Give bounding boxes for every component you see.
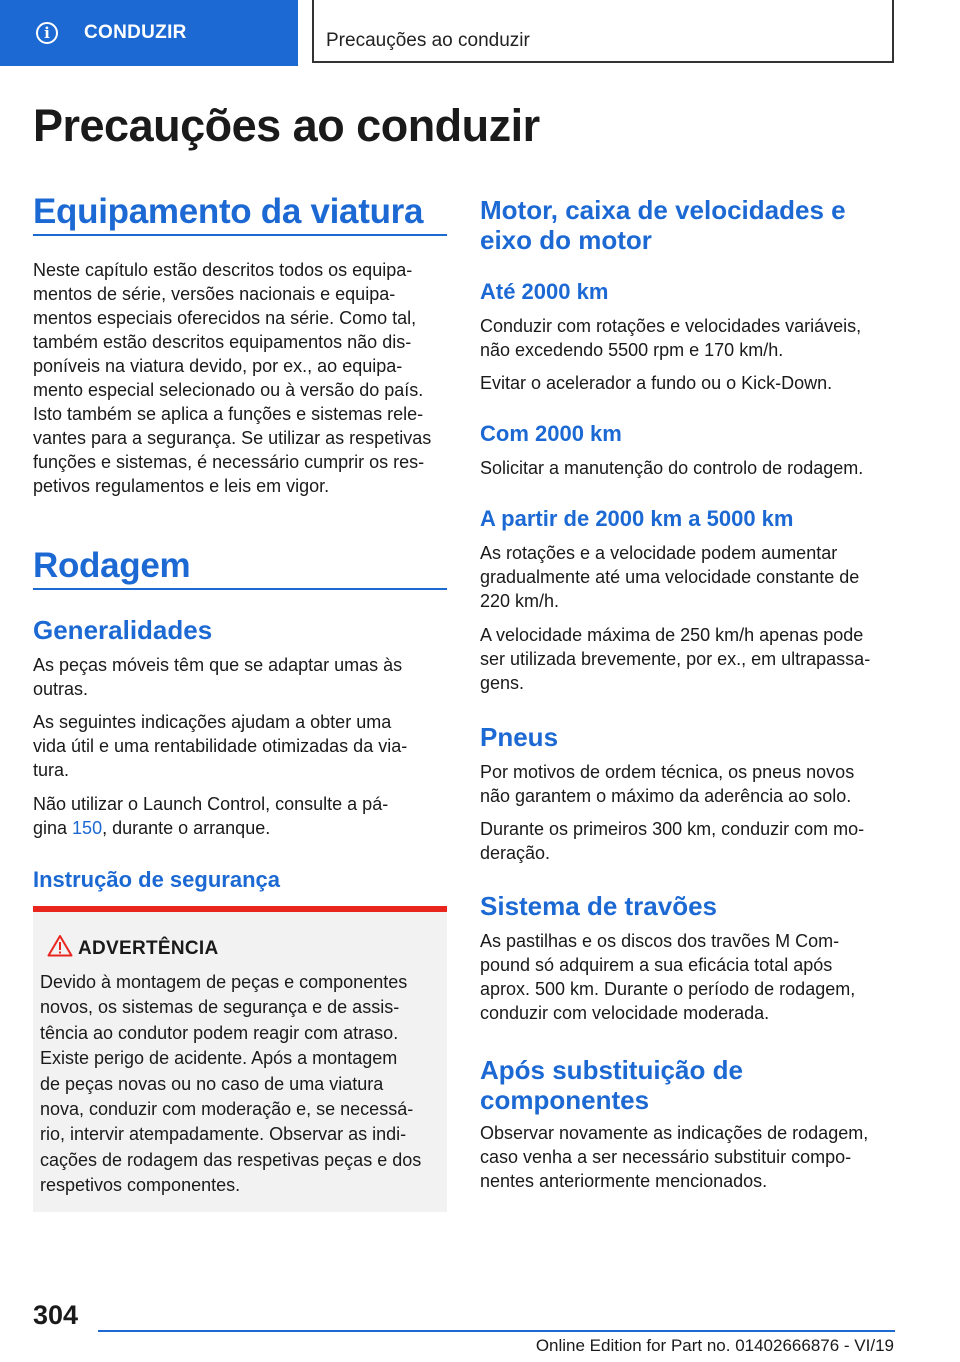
section-rule xyxy=(33,234,447,236)
at-2000-paragraph: Solicitar a manutenção do controlo de rodagem. xyxy=(480,458,864,478)
tyres-heading: Pneus xyxy=(480,722,559,752)
section-rule xyxy=(33,588,447,590)
chapter-tab-label: CONDUZIR xyxy=(84,22,187,43)
general-paragraph-2: As seguintes indicações ajudam a obter uma vida útil e uma rentabilidade otimizadas da via- tura. xyxy=(33,712,408,780)
2000-5000-paragraph-1: As rotações e a velocidade podem aumentar gradualmente até uma velocidade constante de 220 km/h. xyxy=(480,543,860,611)
2000-5000-heading: A partir de 2000 km a 5000 km xyxy=(480,506,794,531)
replacement-paragraph: Observar novamente as indicações de rodagem, caso venha a ser necessário substituir compo- nentes anteriormente mencionados. xyxy=(480,1123,869,1191)
page-link[interactable]: 150 xyxy=(72,818,103,838)
warning-text: Devido à montagem de peças e componentes novos, os sistemas de segurança e de assis- tência ao condutor podem reagir com atraso. Existe perigo de acidente. Após a montagem de peças novas ou no caso de uma viatura nova, conduzir com moderação e, se necessá- rio, intervir atempadamente. Observar as indi- cações de rodagem das respetivas peças e dos respetivos componentes. xyxy=(40,972,422,1196)
breadcrumb-text: Precauções ao conduzir xyxy=(326,30,530,51)
tyres-paragraph-1: Por motivos de ordem técnica, os pneus novos não garantem o máximo da aderência ao solo. xyxy=(480,762,855,806)
until-2000-paragraph-1: Conduzir com rotações e velocidades variáveis, não excedendo 5500 rpm e 170 km/h. xyxy=(480,316,862,360)
until-2000-heading: Até 2000 km xyxy=(480,279,609,304)
equipment-heading: Equipamento da viatura xyxy=(33,192,424,231)
edition-text: Online Edition for Part no. 01402666876 - VI/19 xyxy=(535,1336,894,1355)
breadcrumb xyxy=(312,0,894,63)
footer-rule xyxy=(98,1330,895,1332)
page-header xyxy=(0,0,960,66)
until-2000-paragraph-2: Evitar o acelerador a fundo ou o Kick-Down. xyxy=(480,373,833,393)
at-2000-heading: Com 2000 km xyxy=(480,421,622,446)
tyres-paragraph-2: Durante os primeiros 300 km, conduzir com mo- deração. xyxy=(480,819,865,863)
info-icon: i xyxy=(36,22,58,44)
page-number: 304 xyxy=(33,1300,79,1330)
warning-box xyxy=(33,906,447,1212)
equipment-text: Neste capítulo estão descritos todos os equipa- mentos de série, versões nacionais e equipa- mentos especiais oferecidos na série. Como tal, também estão descritos equipamentos não dis- poníveis na viatura devido, por ex., ao equipa- mento especial selecionado ou à versão do país. Isto também se aplica a funções e sistemas rele- vantes para a segurança. Se utilizar as respetivas funções e sistemas, é necessário cumprir os res- petivos regulamentos e leis em vigor. xyxy=(33,260,432,496)
replacement-heading: Após substituição de componentes xyxy=(480,1055,743,1115)
warning-triangle-icon xyxy=(47,934,73,957)
safety-heading: Instrução de segurança xyxy=(33,867,280,892)
warning-title: ADVERTÊNCIA xyxy=(78,938,219,959)
general-heading: Generalidades xyxy=(33,615,213,645)
2000-5000-paragraph-2: A velocidade máxima de 250 km/h apenas pode ser utilizada brevemente, por ex., em ultrapassa- gens. xyxy=(480,625,871,693)
motor-heading: Motor, caixa de velocidades e eixo do motor xyxy=(480,195,846,255)
page-title: Precauções ao conduzir xyxy=(33,100,540,151)
general-paragraph-1: As peças móveis têm que se adaptar umas às outras. xyxy=(33,655,403,699)
general-paragraph-3: Não utilizar o Launch Control, consulte a pá- gina 150, durante o arranque. xyxy=(33,794,389,838)
rodagem-heading: Rodagem xyxy=(33,546,191,585)
chapter-tab[interactable] xyxy=(0,0,298,66)
brakes-heading: Sistema de travões xyxy=(480,891,718,921)
brakes-paragraph: As pastilhas e os discos dos travões M Com- pound só adquirem a sua eficácia total após aprox. 500 km. Durante o período de rodagem, conduzir com velocidade moderada. xyxy=(480,931,856,1023)
